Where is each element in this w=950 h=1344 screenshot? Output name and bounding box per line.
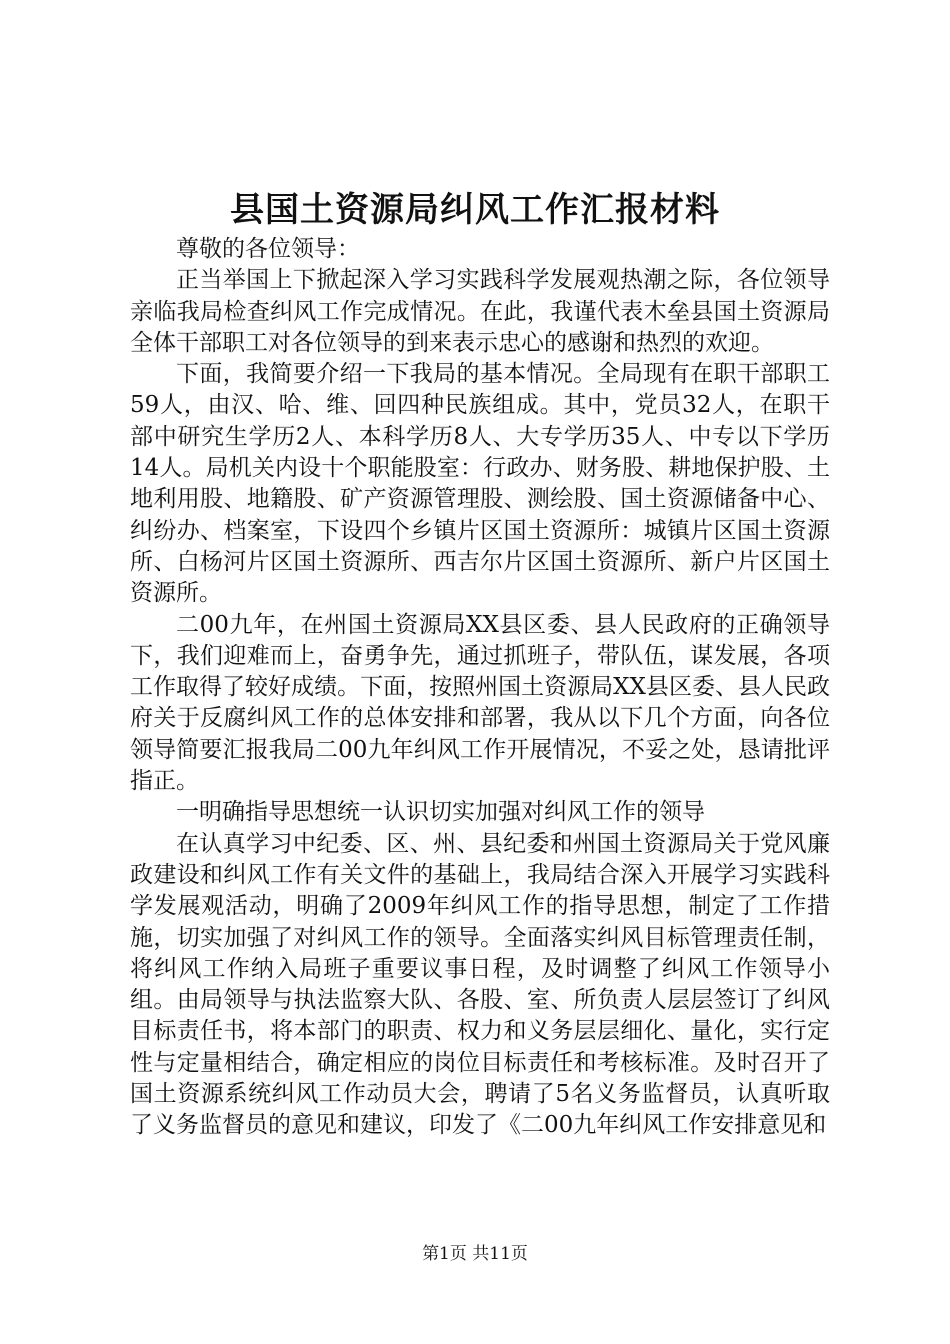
document-body bbox=[130, 234, 830, 1142]
document-title: 县国土资源局纠风工作汇报材料 bbox=[230, 190, 720, 230]
paragraph-welcome: 正当举国上下掀起深入学习实践科学发展观热潮之际，各位领导亲临我局检查纠风工作完成情况。在此，我谨代表木垒县国土资源局全体干部职工对各位领导的到来表示忠心的感谢和热烈的欢迎。 bbox=[130, 267, 830, 356]
paragraph-section-1: 在认真学习中纪委、区、州、县纪委和州国土资源局关于党风廉政建设和纠风工作有关文件的基础上，我局结合深入开展学习实践科学发展观活动，明确了2009年纠风工作的指导思想，制定了工作措施，切实加强了对纠风工作的领导。全面落实纠风目标管理责任制，将纠风工作纳入局班子重要议事日程，及时调整了纠风工作领导小组。由局领导与执法监察大队、各股、室、所负责人层层签订了纠风目标责任书，将本部门的职责、权力和义务层层细化、量化，实行定性与定量相结合，确定相应的岗位目标责任和考核标准。及时召开了国土资源系统纠风工作动员大会，聘请了5名义务监督员，认真听取了义务监督员的意见和建议，印发了《二00九年纠风工作安排意见和 bbox=[130, 830, 830, 1139]
salutation: 尊敬的各位领导： bbox=[176, 236, 360, 262]
section-heading-1: 一明确指导思想统一认识切实加强对纠风工作的领导 bbox=[176, 799, 705, 826]
paragraph-overview: 二00九年，在州国土资源局XX县区委、县人民政府的正确领导下，我们迎难而上，奋勇争先，通过抓班子，带队伍，谋发展，各项工作取得了较好成绩。下面，按照州国土资源局XX县区委、县人民政府关于反腐纠风工作的总体安排和部署，我从以下几个方面，向各位领导简要汇报我局二00九年纠风工作开展情况，不妥之处，恳请批评指正。 bbox=[130, 611, 830, 795]
page-number: 第1页 共11页 bbox=[422, 1244, 528, 1264]
paragraph-basic-info: 下面，我简要介绍一下我局的基本情况。全局现有在职干部职工59人，由汉、哈、维、回四种民族组成。其中，党员32人，在职干部中研究生学历2人、本科学历8人、大专学历35人、中专以下学历14人。局机关内设十个职能股室：行政办、财务股、耕地保护股、土地利用股、地籍股、矿产资源管理股、测绘股、国土资源储备中心、纠纷办、档案室，下设四个乡镇片区国土资源所：城镇片区国土资源所、白杨河片区国土资源所、西吉尔片区国土资源所、新户片区国土资源所。 bbox=[130, 361, 830, 607]
